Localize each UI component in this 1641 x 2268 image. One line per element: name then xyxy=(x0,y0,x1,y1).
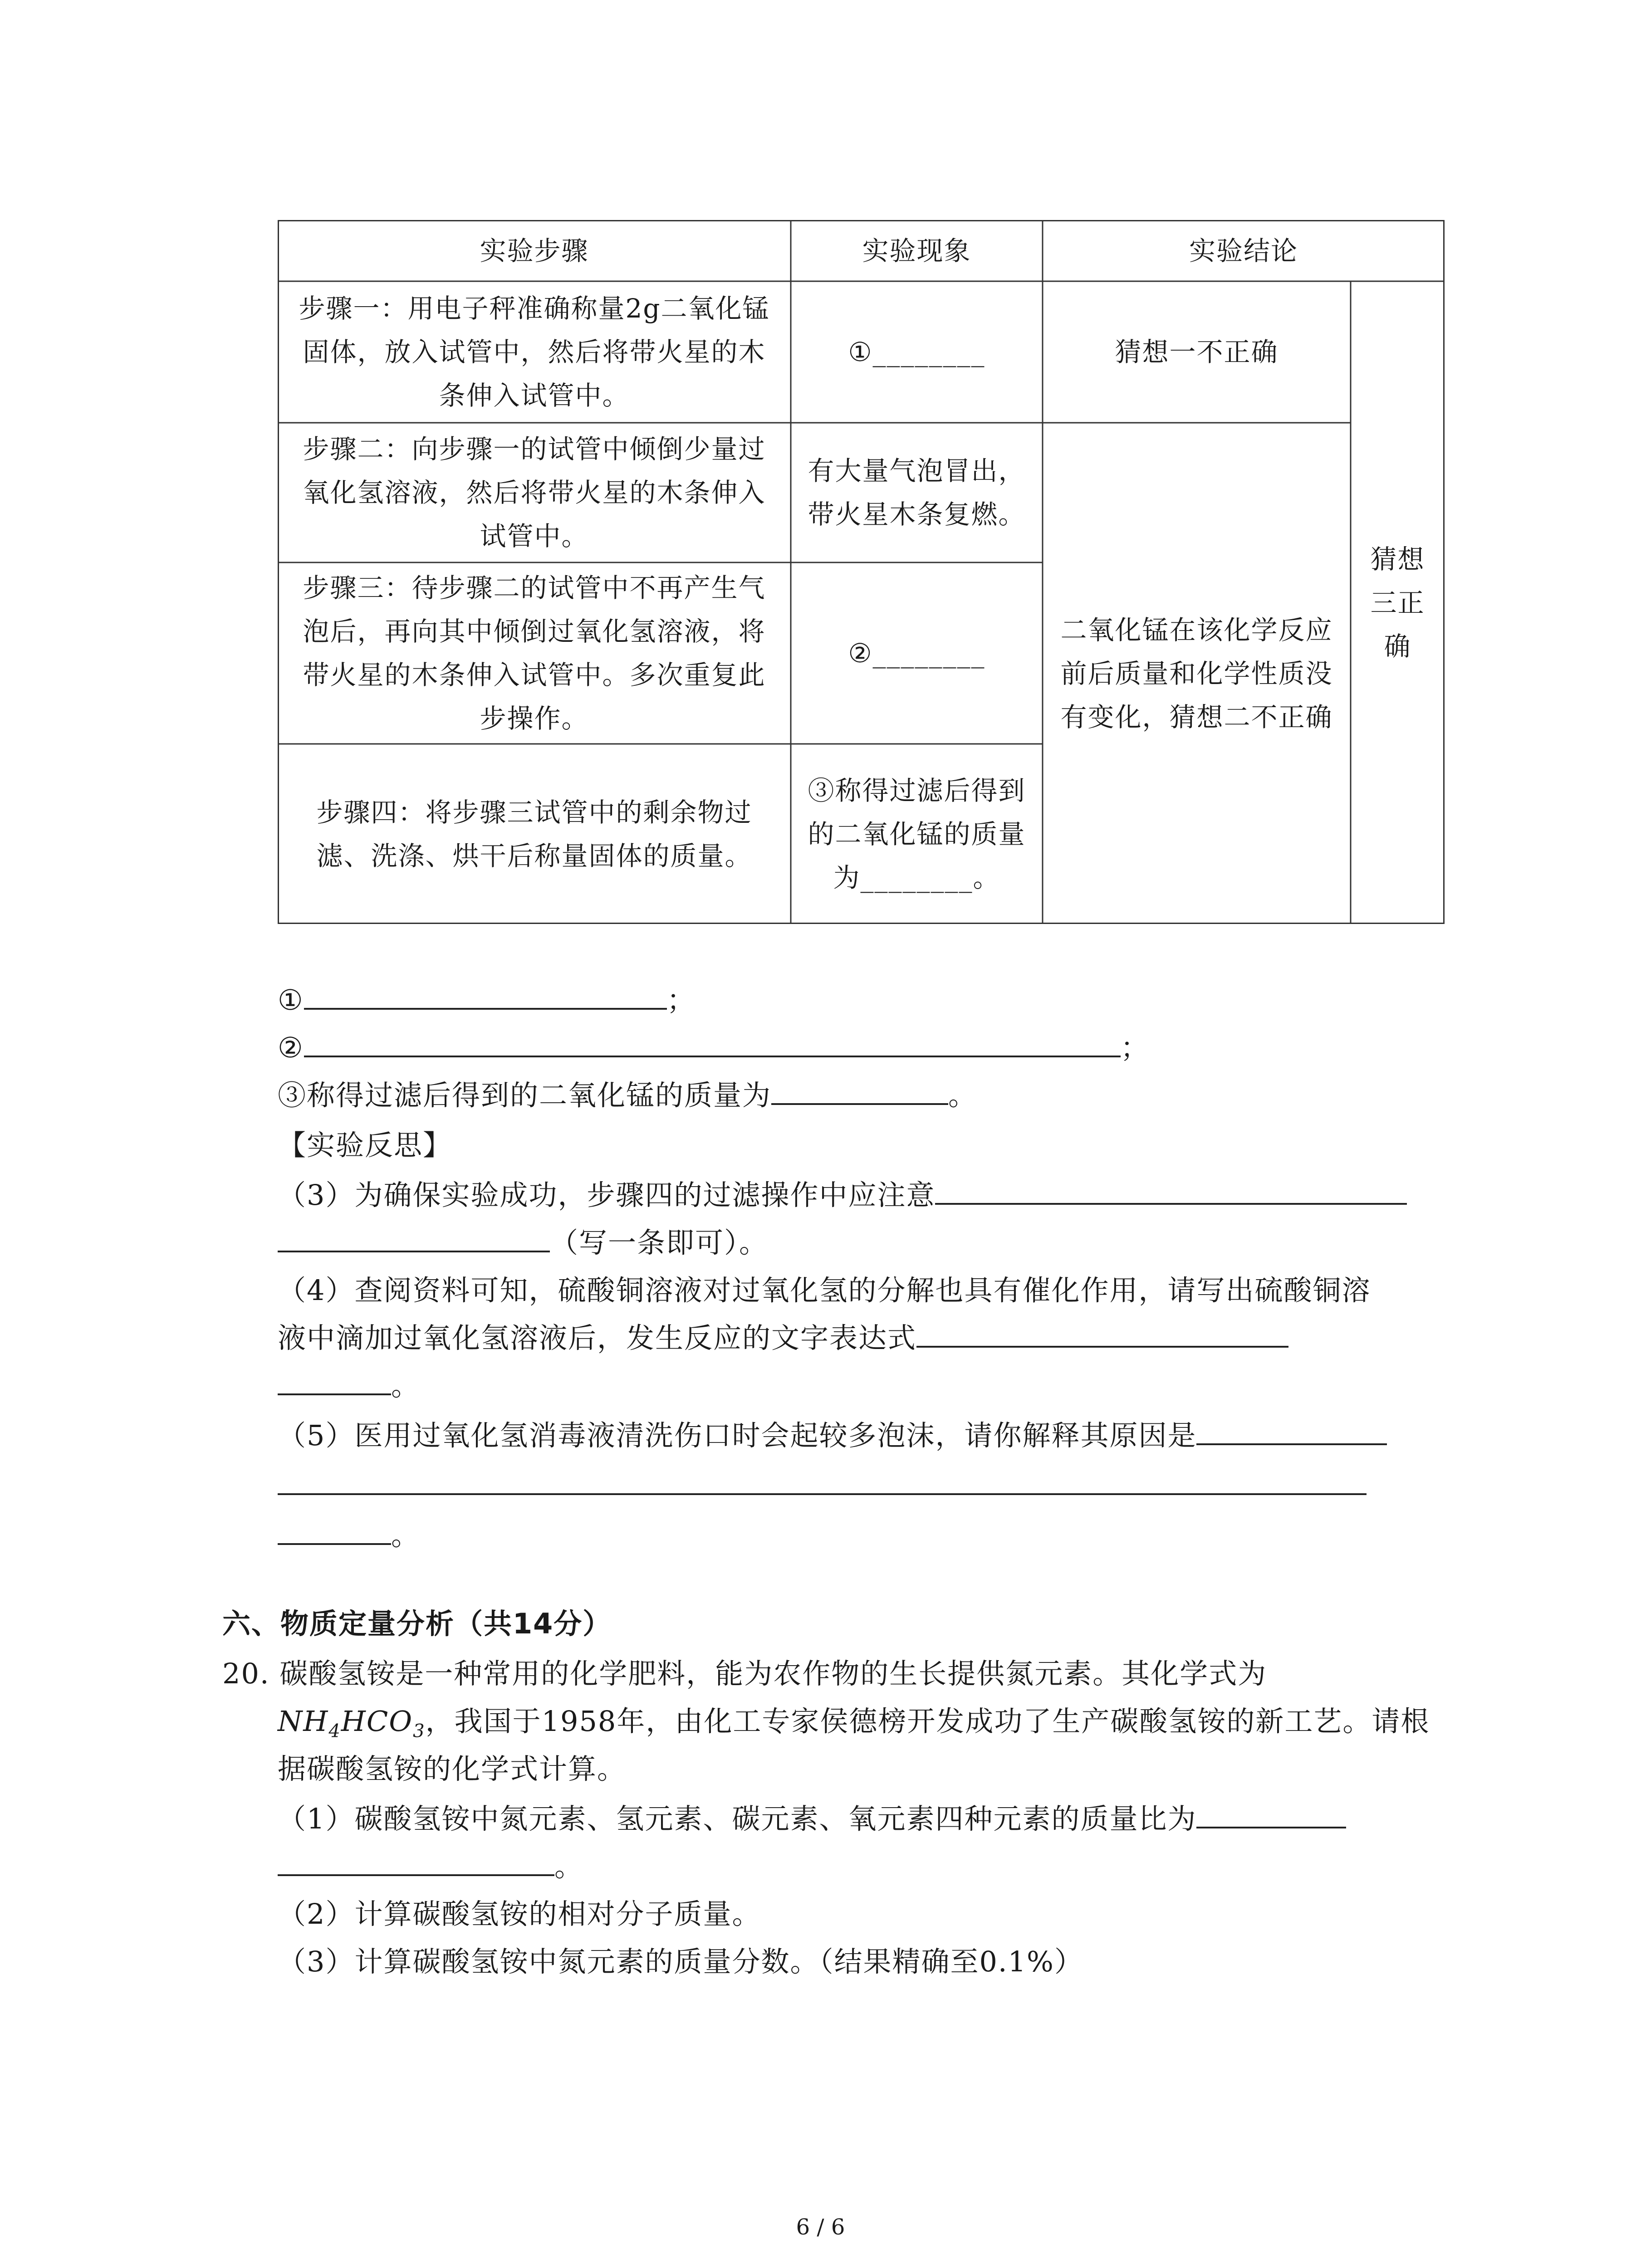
reflection-q3-tail: （写一条即可）。 xyxy=(278,1222,768,1263)
answer-2-blank[interactable] xyxy=(304,1055,1121,1057)
step-4: 步骤四：将步骤三试管中的剩余物过滤、洗涤、烘干后称量固体的质量。 xyxy=(316,797,752,871)
p1-blank-2[interactable] xyxy=(278,1874,554,1876)
conclusion-2: 二氧化锰在该化学反应前后质量和化学性质没有变化，猜想二不正确 xyxy=(1060,614,1333,733)
answer-1-blank[interactable] xyxy=(304,1007,667,1010)
page-number: 6 / 6 xyxy=(796,2214,845,2240)
experiment-table xyxy=(278,220,1445,924)
q5-blank-1[interactable] xyxy=(1196,1443,1387,1445)
section6-heading: 六、物质定量分析（共14分） xyxy=(222,1607,612,1640)
q4-blank-2[interactable] xyxy=(278,1393,391,1395)
phenomenon-1: ①________ xyxy=(848,337,985,367)
answer-3: ③称得过滤后得到的二氧化锰的质量为 。 xyxy=(278,1079,978,1112)
q20-part3: （3）计算碳酸氢铵中氮元素的质量分数。（结果精确至0.1%） xyxy=(278,1945,1083,1978)
step-3: 步骤三：待步骤二的试管中不再产生气泡后，再向其中倾倒过氧化氢溶液，将带火星的木条伸入试管中。多次重复此步操作。 xyxy=(303,572,766,734)
q20-part1: （1）碳酸氢铵中氮元素、氢元素、碳元素、氧元素四种元素的质量比为 xyxy=(278,1799,1346,1839)
q4-blank-1[interactable] xyxy=(916,1345,1288,1348)
phenomenon-2: 有大量气泡冒出，带火星木条复燃。 xyxy=(808,455,1026,530)
q5-blank-3[interactable] xyxy=(278,1543,391,1545)
reflection-q4-line1: （4）查阅资料可知，硫酸铜溶液对过氧化氢的分解也具有催化作用，请写出硫酸铜溶 xyxy=(278,1274,1371,1307)
p1-blank-1[interactable] xyxy=(1196,1826,1346,1828)
q5-blank-2[interactable] xyxy=(278,1493,1367,1495)
q20-part1-tail: 。 xyxy=(278,1846,583,1887)
q20-line2: $NH_4HCO_3$，我国于1958年，由化工专家侯德榜开发成功了生产碳酸氢铵的新工艺。请根 xyxy=(278,1705,1430,1742)
formula-nh4hco3: $NH_4HCO_3$ xyxy=(278,1705,426,1742)
q20-line1: 20. 碳酸氢铵是一种常用的化学肥料，能为农作物的生长提供氮元素。其化学式为 xyxy=(222,1657,1267,1690)
answer-2: ② ； xyxy=(278,1031,1150,1064)
header-conclusion: 实验结论 xyxy=(1189,235,1298,266)
conclusion-1: 猜想一不正确 xyxy=(1115,337,1279,367)
phenomenon-4: ③称得过滤后得到的二氧化锰的质量为________。 xyxy=(808,775,1026,893)
conclusion-3: 猜想三正确 xyxy=(1370,543,1425,662)
reflection-q3: （3）为确保实验成功，步骤四的过滤操作中应注意 xyxy=(278,1175,1407,1216)
answer-3-blank[interactable] xyxy=(771,1103,948,1105)
answer-1: ① ； xyxy=(278,983,696,1017)
reflection-q5-tail: 。 xyxy=(278,1515,420,1556)
reflection-q4-tail: 。 xyxy=(278,1365,420,1406)
step-2: 步骤二：向步骤一的试管中倾倒少量过氧化氢溶液，然后将带火星的木条伸入试管中。 xyxy=(303,434,766,552)
reflection-q4-line2: 液中滴加过氧化氢溶液后，发生反应的文字表达式 xyxy=(278,1318,1288,1359)
reflection-q5: （5）医用过氧化氢消毒液清洗伤口时会起较多泡沫，请你解释其原因是 xyxy=(278,1415,1387,1456)
q20-part2: （2）计算碳酸氢铵的相对分子质量。 xyxy=(278,1897,761,1931)
q3-blank-2[interactable] xyxy=(278,1250,550,1252)
header-phenomenon: 实验现象 xyxy=(862,235,971,266)
q20-line3: 据碳酸氢铵的化学式计算。 xyxy=(278,1752,627,1785)
phenomenon-3: ②________ xyxy=(848,638,985,669)
q3-blank-1[interactable] xyxy=(935,1202,1407,1205)
reflection-heading: 【实验反思】 xyxy=(278,1129,452,1162)
header-step: 实验步骤 xyxy=(480,235,589,266)
step-1: 步骤一：用电子秤准确称量2g二氧化锰固体，放入试管中，然后将带火星的木条伸入试管中。 xyxy=(299,293,770,411)
